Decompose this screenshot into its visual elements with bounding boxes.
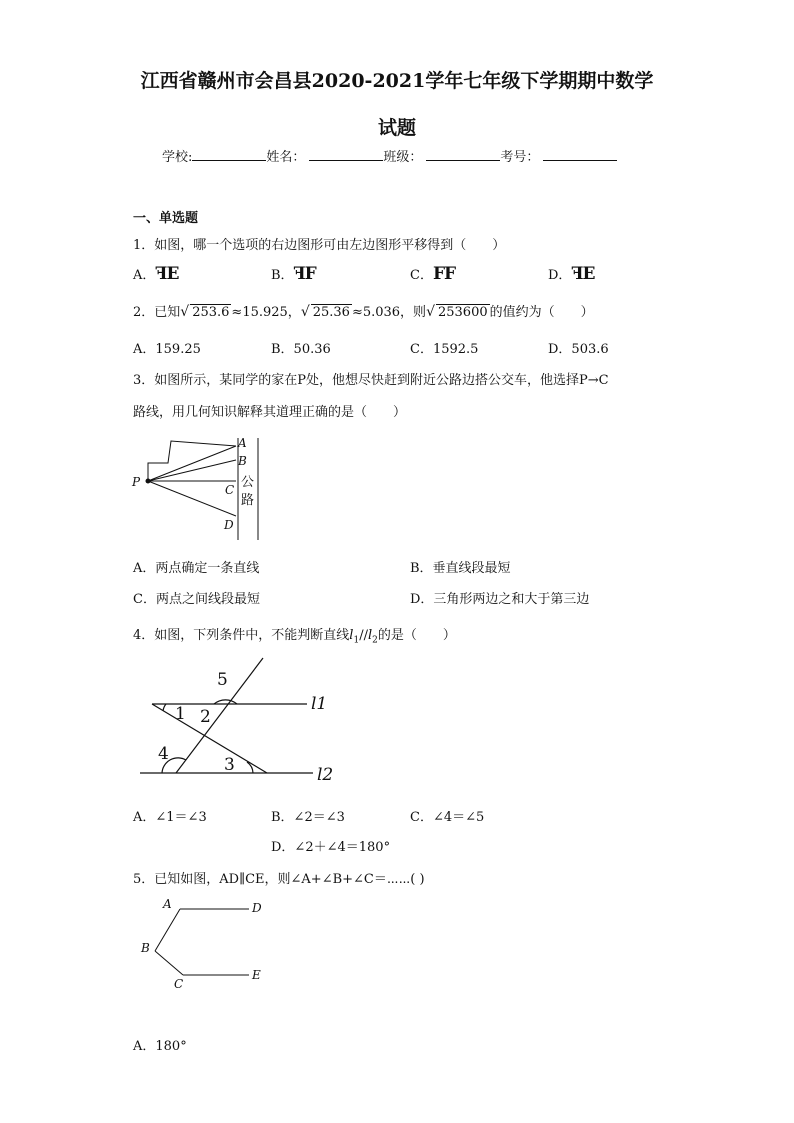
q2-radicand-2: 25.36 bbox=[312, 305, 350, 320]
q2-option-c[interactable]: C．1592.5 bbox=[410, 342, 479, 357]
q5-label-c: C bbox=[174, 977, 184, 991]
q4-option-d[interactable]: D．∠2＋∠4＝180° bbox=[271, 840, 391, 855]
q4-label-2: 2 bbox=[200, 707, 211, 727]
q3-text-line1: 3．如图所示，某同学的家在P处，他想尽快赶到附近公路边搭公交车，他选择P→C bbox=[133, 373, 609, 388]
name-blank[interactable] bbox=[309, 160, 383, 161]
q3-label-a: A bbox=[238, 436, 247, 450]
q1-option-a-figure: ꟻE bbox=[155, 264, 179, 284]
q3-point-p bbox=[146, 479, 151, 484]
q2-radicand-1: 253.6 bbox=[192, 305, 230, 320]
q5-label-d: D bbox=[252, 901, 262, 915]
name-label: 姓名： bbox=[266, 150, 306, 165]
q5-label-e: E bbox=[252, 968, 261, 982]
q3-option-d[interactable]: D．三角形两边之和大于第三边 bbox=[410, 592, 590, 607]
q1-option-d-figure: ꟻE bbox=[571, 264, 595, 284]
q3-option-c[interactable]: C．两点之间线段最短 bbox=[133, 592, 260, 607]
q4-figure bbox=[135, 652, 345, 782]
q5-label-a: A bbox=[163, 897, 172, 911]
school-blank[interactable] bbox=[192, 160, 266, 161]
q1-text: 1．如图，哪一个选项的右边图形可由左边图形平移得到（ ） bbox=[133, 238, 506, 253]
q4-option-c[interactable]: C．∠4＝∠5 bbox=[410, 810, 485, 825]
q5-option-a[interactable]: A．180° bbox=[133, 1039, 187, 1054]
q4-label-5: 5 bbox=[217, 670, 228, 690]
class-blank[interactable] bbox=[426, 160, 500, 161]
q4-arc-5 bbox=[214, 700, 237, 704]
page-title-line1: 江西省赣州市会昌县2020-2021学年七年级下学期期中数学 bbox=[140, 70, 654, 92]
q5-segment-bc bbox=[155, 951, 183, 975]
q3-label-b: B bbox=[238, 454, 247, 468]
q2-option-a[interactable]: A．159.25 bbox=[133, 342, 201, 357]
exam-no-blank[interactable] bbox=[543, 160, 617, 161]
exam-no-label: 考号： bbox=[500, 150, 540, 165]
q3-label-p: P bbox=[132, 475, 141, 489]
q4-label-1: 1 bbox=[175, 704, 186, 724]
q4-arc-1 bbox=[163, 704, 166, 711]
q3-label-c: C bbox=[225, 483, 235, 497]
q2-radicand-3: 253600 bbox=[437, 305, 488, 320]
q3-text-line2: 路线，用几何知识解释其道理正确的是（ ） bbox=[133, 405, 407, 420]
q5-figure bbox=[135, 895, 270, 995]
q4-text: 4．如图，下列条件中，不能判断直线$l_1//l_2$的是（ ） bbox=[133, 628, 456, 646]
q2-option-d[interactable]: D．503.6 bbox=[548, 342, 609, 357]
q4-label-l2: l2 bbox=[317, 765, 334, 782]
q5-label-b: B bbox=[141, 941, 150, 955]
q3-option-b[interactable]: B．垂直线段最短 bbox=[410, 561, 511, 576]
q1-option-c-figure: FF bbox=[432, 264, 456, 284]
q5-text: 5．已知如图，AD∥CE，则∠A+∠B+∠C＝⋯⋯( ) bbox=[133, 872, 425, 887]
class-label: 班级： bbox=[383, 150, 423, 165]
info-line bbox=[162, 146, 617, 165]
q1-option-b-figure: ꟻF bbox=[293, 264, 316, 284]
q4-label-3: 3 bbox=[224, 755, 235, 775]
q3-road-label-1: 公 bbox=[241, 475, 255, 490]
q1-option-d[interactable]: D．ꟻE bbox=[548, 264, 595, 284]
q3-road-label-2: 路 bbox=[241, 493, 255, 508]
q5-segment-ab bbox=[155, 909, 180, 951]
page-title-line2: 试题 bbox=[377, 117, 416, 139]
q4-option-b[interactable]: B．∠2＝∠3 bbox=[271, 810, 345, 825]
q1-option-c[interactable]: C．FF bbox=[410, 264, 456, 284]
q2-option-b[interactable]: B．50.36 bbox=[271, 342, 331, 357]
q4-label-4: 4 bbox=[158, 744, 169, 764]
school-label: 学校: bbox=[162, 150, 193, 165]
q1-option-a[interactable]: A．ꟻE bbox=[133, 264, 179, 284]
q4-option-a[interactable]: A．∠1＝∠3 bbox=[133, 810, 207, 825]
section-heading: 一、单选题 bbox=[133, 211, 199, 226]
q3-segment-pd bbox=[148, 481, 236, 516]
q3-label-d: D bbox=[224, 518, 234, 532]
q3-option-a[interactable]: A．两点确定一条直线 bbox=[133, 561, 260, 576]
q4-label-l1: l1 bbox=[311, 694, 328, 714]
q2-text: 2．已知√ 253.6 ≈15.925，√ 25.36 ≈5.036，则√ 253600 的值约为（ ） bbox=[133, 304, 594, 320]
q3-figure bbox=[128, 430, 278, 542]
q3-house-outline bbox=[148, 441, 236, 481]
q1-option-b[interactable]: B．ꟻF bbox=[271, 264, 316, 284]
